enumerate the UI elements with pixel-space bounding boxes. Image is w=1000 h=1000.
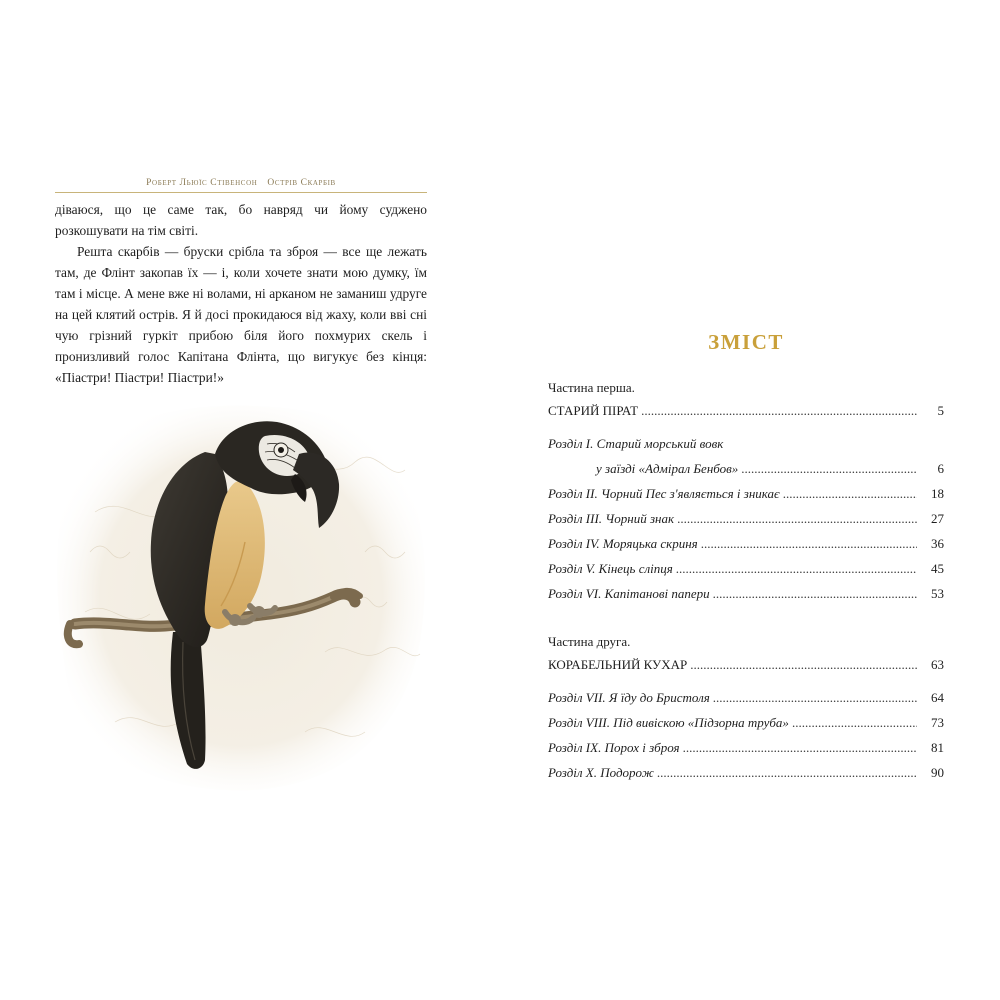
- toc-page-number: 53: [931, 586, 944, 601]
- toc-page-number: 63: [931, 657, 944, 672]
- toc-page-number: 18: [931, 486, 944, 501]
- toc-page-number: 81: [931, 740, 944, 755]
- toc-entry-title: КОРАБЕЛЬНИЙ КУХАР: [548, 657, 688, 672]
- leader-dots: [690, 652, 917, 677]
- paragraph: діваюся, що це саме так, бо навряд чи йому суджено розкошувати на тім світі.: [55, 202, 427, 238]
- leader-dots: [641, 398, 917, 423]
- toc-entry-title: Розділ I. Старий морський вовк: [548, 436, 724, 451]
- toc-page-number: 27: [931, 511, 944, 526]
- leader-dots: [741, 456, 917, 481]
- toc-entry-title: у заїзді «Адмірал Бенбов»: [596, 461, 739, 476]
- toc-entry[interactable]: [548, 506, 944, 531]
- leader-dots: [701, 531, 917, 556]
- toc-entry[interactable]: [548, 760, 944, 785]
- toc-page-number: 36: [931, 536, 944, 551]
- toc-entry[interactable]: [548, 735, 944, 760]
- leader-dots: [657, 760, 917, 785]
- running-head-author: Роберт Льюїс Стівенсон: [146, 178, 258, 188]
- toc-entry[interactable]: [548, 556, 944, 581]
- part-label: Частина перша.: [548, 380, 635, 395]
- body-text: [55, 199, 427, 388]
- leader-dots: [683, 735, 917, 760]
- toc-entry[interactable]: [548, 685, 944, 710]
- part-label: Частина друга.: [548, 634, 631, 649]
- toc-entry-title: СТАРИЙ ПІРАТ: [548, 403, 639, 418]
- toc-entry-title: Розділ IX. Порох і зброя: [548, 740, 680, 755]
- toc-page-number: 73: [931, 715, 944, 730]
- leader-dots: [783, 481, 917, 506]
- toc-entry-title: Розділ VIII. Під вивіскою «Підзорна труба»: [548, 715, 789, 730]
- toc-part-heading[interactable]: [548, 398, 944, 423]
- toc-entry-title: Розділ II. Чорний Пес з'являється і зникає: [548, 486, 780, 501]
- toc-entry[interactable]: [548, 481, 944, 506]
- running-head-title: Острів Скарбів: [267, 178, 336, 188]
- toc-entry[interactable]: [548, 581, 944, 606]
- toc-page-number: 64: [931, 690, 944, 705]
- running-head: [55, 178, 427, 193]
- toc-part-heading[interactable]: [548, 652, 944, 677]
- toc-entry-title: Розділ VI. Капітанові папери: [548, 586, 710, 601]
- leader-dots: [713, 685, 917, 710]
- leader-dots: [713, 581, 917, 606]
- toc-page-number: 90: [931, 765, 944, 780]
- toc-page-number: 6: [937, 461, 944, 476]
- left-page: [55, 178, 427, 388]
- toc-entry-title: Розділ X. Подорож: [548, 765, 654, 780]
- toc-entry[interactable]: [548, 710, 944, 735]
- toc-page-number: 5: [937, 403, 944, 418]
- toc-entry-title: Розділ V. Кінець сліпця: [548, 561, 673, 576]
- leader-dots: [792, 710, 917, 735]
- leader-dots: [676, 556, 917, 581]
- table-of-contents: [548, 328, 944, 785]
- toc-title: ЗМІСТ: [708, 330, 784, 354]
- toc-entry-title: Розділ VII. Я їду до Бристоля: [548, 690, 710, 705]
- toc-entry-title: Розділ IV. Моряцька скриня: [548, 536, 698, 551]
- toc-page-number: 45: [931, 561, 944, 576]
- toc-entry[interactable]: [548, 456, 944, 481]
- toc-entry[interactable]: [548, 531, 944, 556]
- leader-dots: [677, 506, 917, 531]
- toc-entry-title: Розділ III. Чорний знак: [548, 511, 675, 526]
- parrot-drawing: [55, 392, 430, 797]
- paragraph: Решта скарбів — бруски срібла та зброя — все ще лежать там, де Флінт закопав їх — і, коли хочете знати мою думку, їм там і місце. А мене вже ні волами, ні арканом не заманиш удруге на цей клятий острів. Я й досі прокидаюся від жаху, коли вві сні чую грізний гуркіт прибою біля його похмурих скель і пронизливий голос Капітана Флінта, що вигукує без кінця: «Піастри! Піастри! Піастри!»: [55, 244, 427, 385]
- parrot-illustration: [55, 392, 430, 797]
